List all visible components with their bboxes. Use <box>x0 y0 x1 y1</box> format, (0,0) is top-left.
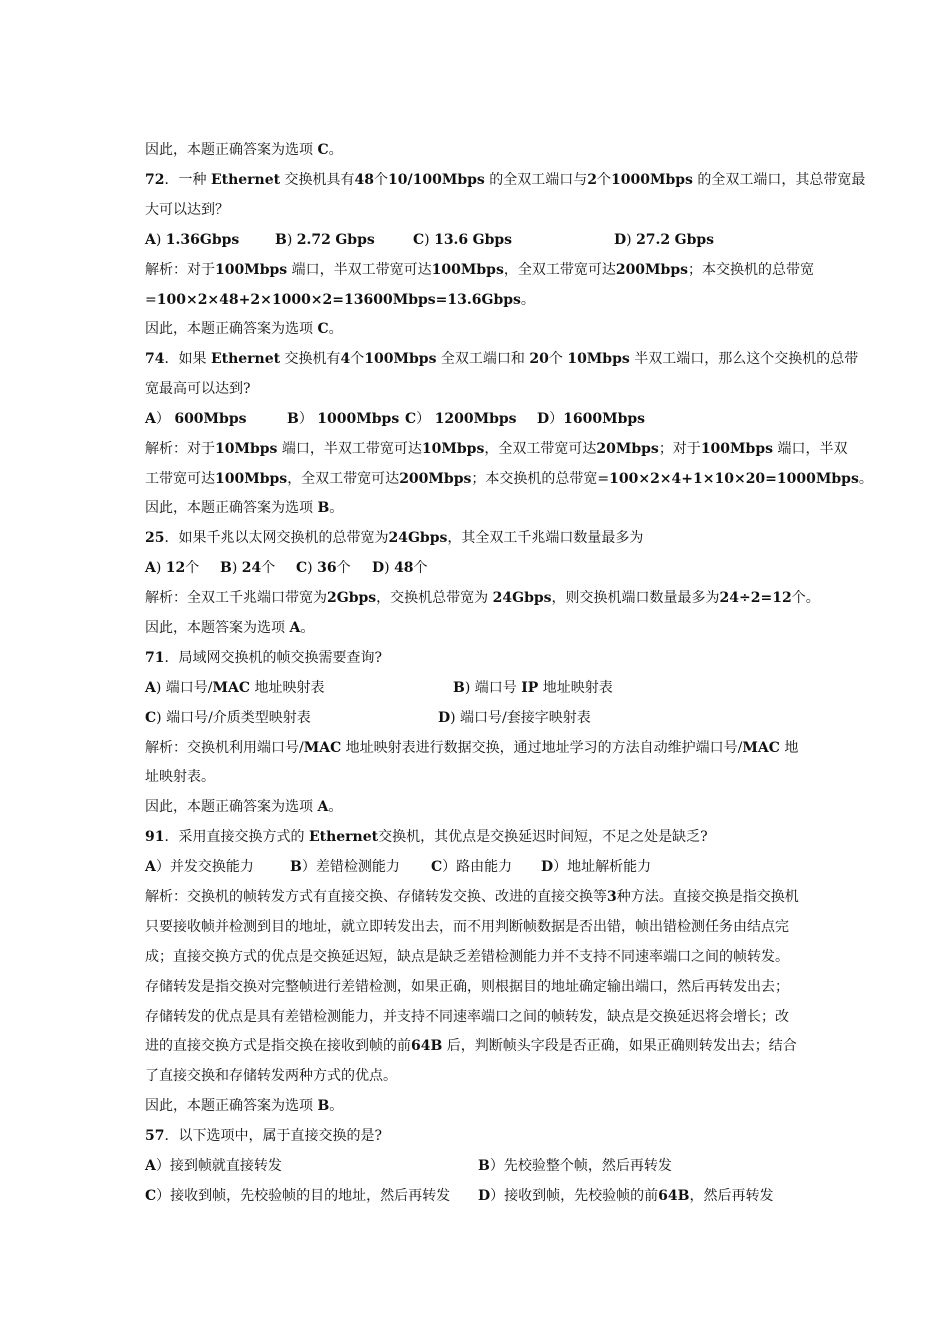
q72-option-a: A) 1.36Gbps <box>145 232 240 248</box>
question-91: 91．采用直接交换方式的 Ethernet交换机，其优点是交换延迟时间短，不足之处是缺乏? <box>145 829 708 845</box>
analysis-91-cont: 只要接收帧并检测到目的地址，就立即转发出去，而不用判断帧数据是否出错，帧出错检测任务由结点完 <box>145 919 789 935</box>
analysis-91-cont: 存储转发的优点是具有差错检测能力，并支持不同速率端口之间的帧转发，缺点是交换延迟将会增长；改 <box>145 1009 789 1025</box>
q91-option-b: B）差错检测能力 <box>290 859 400 875</box>
q91-option-d: D）地址解析能力 <box>541 859 652 875</box>
analysis-74: 解析：对于10Mbps 端口，半双工带宽可达10Mbps，全双工带宽可达20Mbps；对于100Mbps 端口，半双 <box>145 441 848 457</box>
q71-option-b: B) 端口号 IP 地址映射表 <box>453 680 613 696</box>
q74-option-a: A） 600Mbps <box>145 411 247 427</box>
answer-line: 因此，本题正确答案为选项 B。 <box>145 500 344 516</box>
q57-option-d: D）接收到帧，先校验帧的前64B，然后再转发 <box>478 1188 774 1204</box>
analysis-72: 解析：对于100Mbps 端口，半双工带宽可达100Mbps，全双工带宽可达200Mbps；本交换机的总带宽 <box>145 262 815 278</box>
q74-option-d: D）1600Mbps <box>537 411 646 427</box>
q25-option-b: B) 24个 <box>220 560 276 576</box>
analysis-91-cont: 进的直接交换方式是指交换在接收到帧的前64B 后，判断帧头字段是否正确，如果正确则转发出去；结合 <box>145 1038 797 1054</box>
question-74-cont: 宽最高可以达到? <box>145 381 251 397</box>
q72-option-c: C) 13.6 Gbps <box>413 232 513 248</box>
q74-option-b: B） 1000Mbps <box>287 411 400 427</box>
analysis-91-cont: 存储转发是指交换对完整帧进行差错检测，如果正确，则根据目的地址确定输出端口，然后再转发出去； <box>145 979 789 995</box>
answer-line: 因此，本题正确答案为选项 C。 <box>145 321 343 337</box>
answer-line: 因此，本题正确答案为选项 A。 <box>145 799 343 815</box>
q25-option-a: A) 12个 <box>145 560 200 576</box>
q57-option-a: A）接到帧就直接转发 <box>145 1158 282 1174</box>
analysis-71: 解析：交换机利用端口号/MAC 地址映射表进行数据交换，通过地址学习的方法自动维护端口号/MAC 地 <box>145 740 799 756</box>
q57-option-b: B）先校验整个帧，然后再转发 <box>478 1158 672 1174</box>
q57-option-c: C）接收到帧，先校验帧的目的地址，然后再转发 <box>145 1188 451 1204</box>
q25-option-d: D) 48个 <box>372 560 428 576</box>
question-72-cont: 大可以达到？ <box>145 202 229 218</box>
q74-option-c: C） 1200Mbps <box>405 411 517 427</box>
question-72: 72．一种 Ethernet 交换机具有48个10/100Mbps 的全双工端口与2个1000Mbps 的全双工端口，其总带宽最 <box>145 172 866 188</box>
analysis-71-cont: 址映射表。 <box>145 769 215 785</box>
question-71: 71．局域网交换机的帧交换需要查询? <box>145 650 382 666</box>
question-74: 74．如果 Ethernet 交换机有4个100Mbps 全双工端口和 20个 10Mbps 半双工端口，那么这个交换机的总带 <box>145 351 859 367</box>
answer-line: 因此，本题正确答案为选项 C。 <box>145 142 343 158</box>
question-57: 57．以下选项中，属于直接交换的是? <box>145 1128 382 1144</box>
analysis-91: 解析：交换机的帧转发方式有直接交换、存储转发交换、改进的直接交换等3种方法。直接交换是指交换机 <box>145 889 799 905</box>
q72-option-b: B) 2.72 Gbps <box>275 232 375 248</box>
analysis-91-cont: 成；直接交换方式的优点是交换延迟短，缺点是缺乏差错检测能力并不支持不同速率端口之间的帧转发。 <box>145 949 789 965</box>
analysis-72-cont: =100×2×48+2×1000×2=13600Mbps=13.6Gbps。 <box>145 292 535 308</box>
q72-option-d: D) 27.2 Gbps <box>614 232 715 248</box>
question-25: 25．如果千兆以太网交换机的总带宽为24Gbps，其全双工千兆端口数量最多为 <box>145 530 644 546</box>
analysis-74-cont: 工带宽可达100Mbps，全双工带宽可达200Mbps；本交换机的总带宽=100×2×4+1×10×20=1000Mbps。 <box>145 471 873 487</box>
answer-line: 因此，本题答案为选项 A。 <box>145 620 315 636</box>
q71-option-c: C) 端口号/介质类型映射表 <box>145 710 311 726</box>
q91-option-a: A）并发交换能力 <box>145 859 254 875</box>
answer-line: 因此，本题正确答案为选项 B。 <box>145 1098 344 1114</box>
analysis-25: 解析：全双工千兆端口带宽为2Gbps，交换机总带宽为 24Gbps，则交换机端口数量最多为24÷2=12个。 <box>145 590 820 606</box>
q71-option-a: A) 端口号/MAC 地址映射表 <box>145 680 325 696</box>
q91-option-c: C）路由能力 <box>431 859 513 875</box>
q71-option-d: D) 端口号/套接字映射表 <box>438 710 591 726</box>
analysis-91-cont: 了直接交换和存储转发两种方式的优点。 <box>145 1068 397 1084</box>
q25-option-c: C) 36个 <box>296 560 351 576</box>
